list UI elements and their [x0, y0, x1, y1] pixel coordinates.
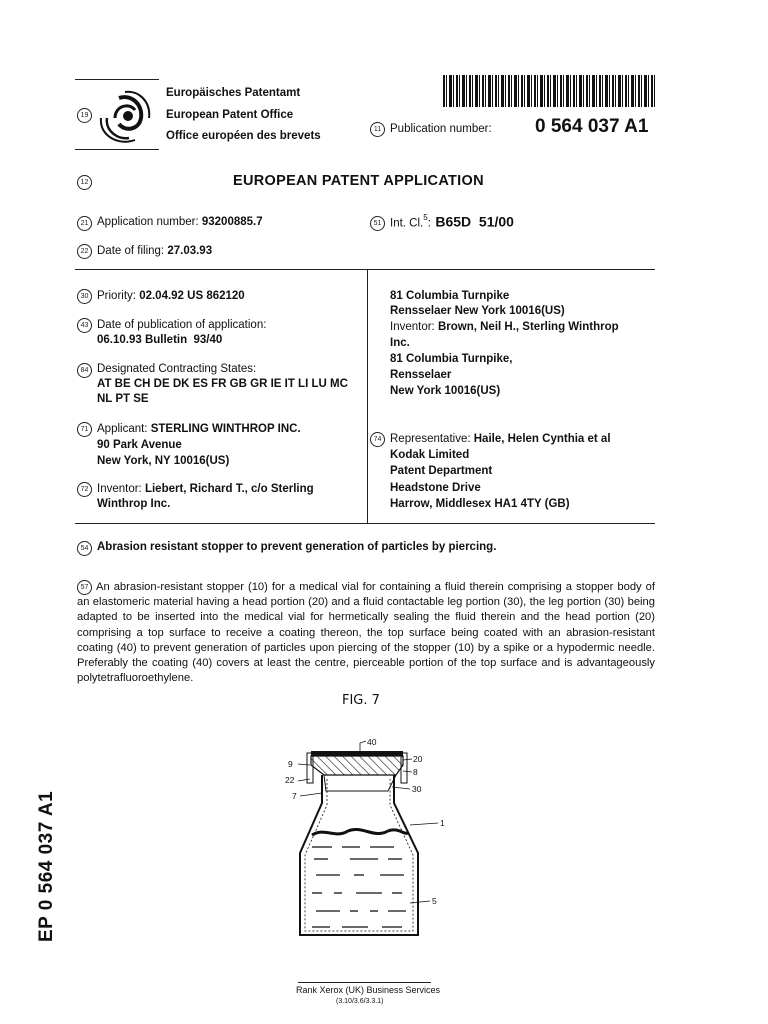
filing-row	[97, 245, 212, 257]
inid-11: 11	[370, 122, 385, 137]
fig-label-8: 8	[413, 767, 418, 777]
inid-71: 71	[77, 422, 92, 437]
right-address-line-2: Rensselaer New York 10016(US)	[390, 305, 565, 317]
int-cl-sup: 5	[423, 213, 428, 222]
abstract-text	[77, 580, 655, 686]
priority-row	[97, 290, 245, 302]
right-address-line-1: 81 Columbia Turnpike	[390, 290, 510, 302]
filing-label: Date of filing:	[97, 245, 165, 257]
footer-printer: Rank Xerox (UK) Business Services	[296, 985, 441, 995]
inventor2-line-4: New York 10016(US)	[390, 385, 501, 397]
inventor2-name: Brown, Neil H., Sterling Winthrop	[437, 321, 619, 333]
abstract-body: An abrasion-resistant stopper (10) for a medical vial for containing a fluid therein comprising a stopper body of an elastomeric material having a head portion (20) and a fluid contactable leg portion (30), the leg portion (30) being adapted to be inserted into the medical vial for hermetically sealing the fluid therein and the head portion (20) comprising a top surface to receive a coating thereon, the top surface being coated with an abrasion-resistant coating (40) to prevent generation of particles upon piercing of the stopper (10) by a spike or a hypodermic needle. Preferably the coating (40) covers at least the centre, pierceable portion of the top surface and is advantageously polytetrafluoroethylene.	[77, 581, 655, 685]
invention-title: Abrasion resistant stopper to prevent generation of particles by piercing.	[97, 541, 497, 553]
inid-74: 74	[370, 432, 385, 447]
office-name-fr: Office européen des brevets	[166, 130, 321, 142]
fig-label-9: 9	[288, 759, 293, 769]
inventor1-row	[97, 483, 314, 495]
representative-line-1: Kodak Limited	[390, 449, 470, 461]
inventor2-label: Inventor:	[390, 321, 435, 333]
inid-30: 30	[77, 289, 92, 304]
office-name-de: Europäisches Patentamt	[166, 87, 301, 99]
applicant-line-1: 90 Park Avenue	[97, 439, 182, 451]
publication-label: Publication number:	[390, 123, 492, 135]
inventor2-line-1: Inc.	[390, 337, 410, 349]
application-number: 93200885.7	[201, 216, 263, 228]
inid-72: 72	[77, 482, 92, 497]
vial-stopper-drawing	[270, 735, 470, 950]
inid-12: 12	[77, 175, 92, 190]
inid-43: 43	[77, 318, 92, 333]
doc-type-title: EUROPEAN PATENT APPLICATION	[233, 173, 484, 189]
inventor1-name: Liebert, Richard T., c/o Sterling	[144, 483, 314, 495]
fig-label-40: 40	[367, 737, 377, 747]
application-label: Application number:	[97, 216, 199, 228]
fig-label-20: 20	[413, 754, 423, 764]
side-publication-number: EP 0 564 037 A1	[36, 790, 57, 942]
int-cl-label: Int. Cl.	[390, 217, 424, 230]
applicant-line-2: New York, NY 10016(US)	[97, 455, 230, 467]
publication-date-label: Date of publication of application:	[97, 319, 267, 331]
publication-number: 0 564 037 A1	[535, 116, 649, 137]
epo-logo-icon	[95, 88, 155, 144]
designated-states-line-2: NL PT SE	[97, 393, 149, 405]
priority-value: 02.04.92 US 862120	[139, 290, 245, 302]
inid-57: 57	[77, 580, 92, 595]
inid-19: 19	[77, 108, 92, 123]
applicant-label: Applicant:	[97, 423, 148, 435]
fig-label-22: 22	[285, 775, 295, 785]
barcode	[443, 75, 655, 107]
inventor1-line-1: Winthrop Inc.	[97, 498, 171, 510]
inventor2-row	[390, 321, 619, 333]
priority-label: Priority:	[97, 290, 136, 302]
inid-54: 54	[77, 541, 92, 556]
representative-label: Representative:	[390, 433, 471, 445]
designated-states-label: Designated Contracting States:	[97, 363, 257, 375]
representative-line-3: Headstone Drive	[390, 482, 481, 494]
representative-line-2: Patent Department	[390, 465, 493, 477]
office-name-en: European Patent Office	[166, 109, 294, 121]
inventor2-line-3: Rensselaer	[390, 369, 452, 381]
filing-date: 27.03.93	[167, 245, 213, 257]
publication-date-value: 06.10.93 Bulletin 93/40	[97, 334, 223, 346]
applicant-name: STERLING WINTHROP INC.	[150, 423, 301, 435]
representative-name: Haile, Helen Cynthia et al	[473, 433, 611, 445]
designated-states-line-1: AT BE CH DE DK ES FR GB GR IE IT LI LU MC	[97, 378, 348, 390]
int-cl-colon: :	[427, 217, 431, 230]
footer-code: (3.10/3.6/3.3.1)	[336, 998, 384, 1005]
fig-label-5: 5	[432, 896, 437, 906]
fig-label-7: 7	[292, 791, 297, 801]
inventor2-line-2: 81 Columbia Turnpike,	[390, 353, 513, 365]
int-cl-row	[390, 213, 514, 231]
fig-label-30: 30	[412, 784, 422, 794]
representative-row	[390, 433, 611, 445]
inid-51: 51	[370, 216, 385, 231]
inventor1-label: Inventor:	[97, 483, 142, 495]
inid-84: 84	[77, 363, 92, 378]
representative-line-4: Harrow, Middlesex HA1 4TY (GB)	[390, 498, 570, 510]
inid-22: 22	[77, 244, 92, 259]
figure-caption: FIG. 7	[342, 693, 380, 708]
inid-21: 21	[77, 216, 92, 231]
int-cl-value: B65D 51/00	[435, 213, 514, 230]
application-row	[97, 216, 263, 228]
applicant-row	[97, 423, 301, 435]
fig-label-1: 1	[440, 818, 445, 828]
